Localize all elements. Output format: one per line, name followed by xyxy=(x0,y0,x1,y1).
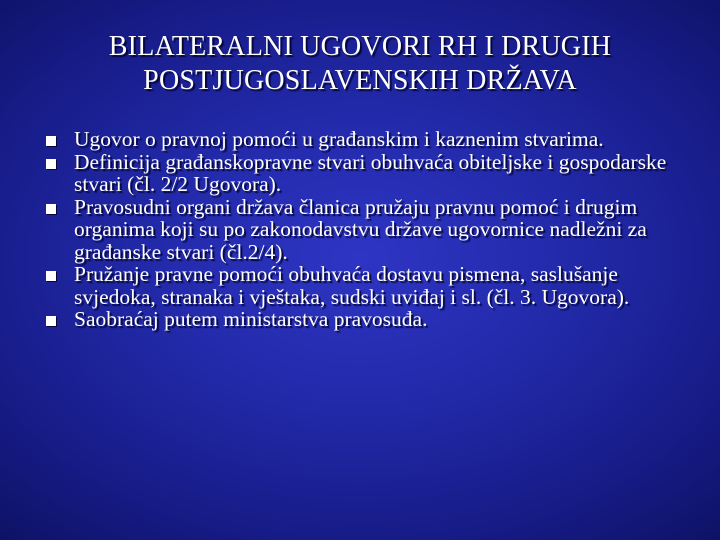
bullet-item-1 xyxy=(44,128,694,151)
bullet-item-4 xyxy=(44,263,694,308)
square-bullet-icon xyxy=(46,204,56,214)
bullet-text: Ugovor o pravnoj pomoći u građanskim i kaznenim stvarima. xyxy=(74,127,604,151)
bullet-item-3 xyxy=(44,196,694,264)
bullet-text: Pružanje pravne pomoći obuhvaća dostavu pismena, saslušanje svjedoka, stranaka i vještaka, sudski uviđaj i sl. (čl. 3. Ugovora). xyxy=(74,262,630,309)
square-bullet-icon xyxy=(46,136,56,146)
slide-title-line-1: BILATERALNI UGOVORI RH I DRUGIH xyxy=(108,31,612,62)
bullet-item-5 xyxy=(44,308,694,331)
slide-title-line-2: POSTJUGOSLAVENSKIH DRŽAVA xyxy=(143,65,577,96)
square-bullet-icon xyxy=(46,159,56,169)
slide-title xyxy=(30,30,690,98)
bullet-text: Saobraćaj putem ministarstva pravosuđa. xyxy=(74,307,428,331)
square-bullet-icon xyxy=(46,271,56,281)
bullet-list xyxy=(44,128,694,331)
square-bullet-icon xyxy=(46,316,56,326)
bullet-text: Definicija građanskopravne stvari obuhvaća obiteljske i gospodarske stvari (čl. 2/2 Ugovora). xyxy=(74,149,667,196)
bullet-item-2 xyxy=(44,151,694,196)
bullet-text: Pravosudni organi država članica pružaju pravnu pomoć i drugim organima koji su po zakonodavstvu države ugovornice nadležni za građanske stvari (čl.2/4). xyxy=(74,194,647,264)
